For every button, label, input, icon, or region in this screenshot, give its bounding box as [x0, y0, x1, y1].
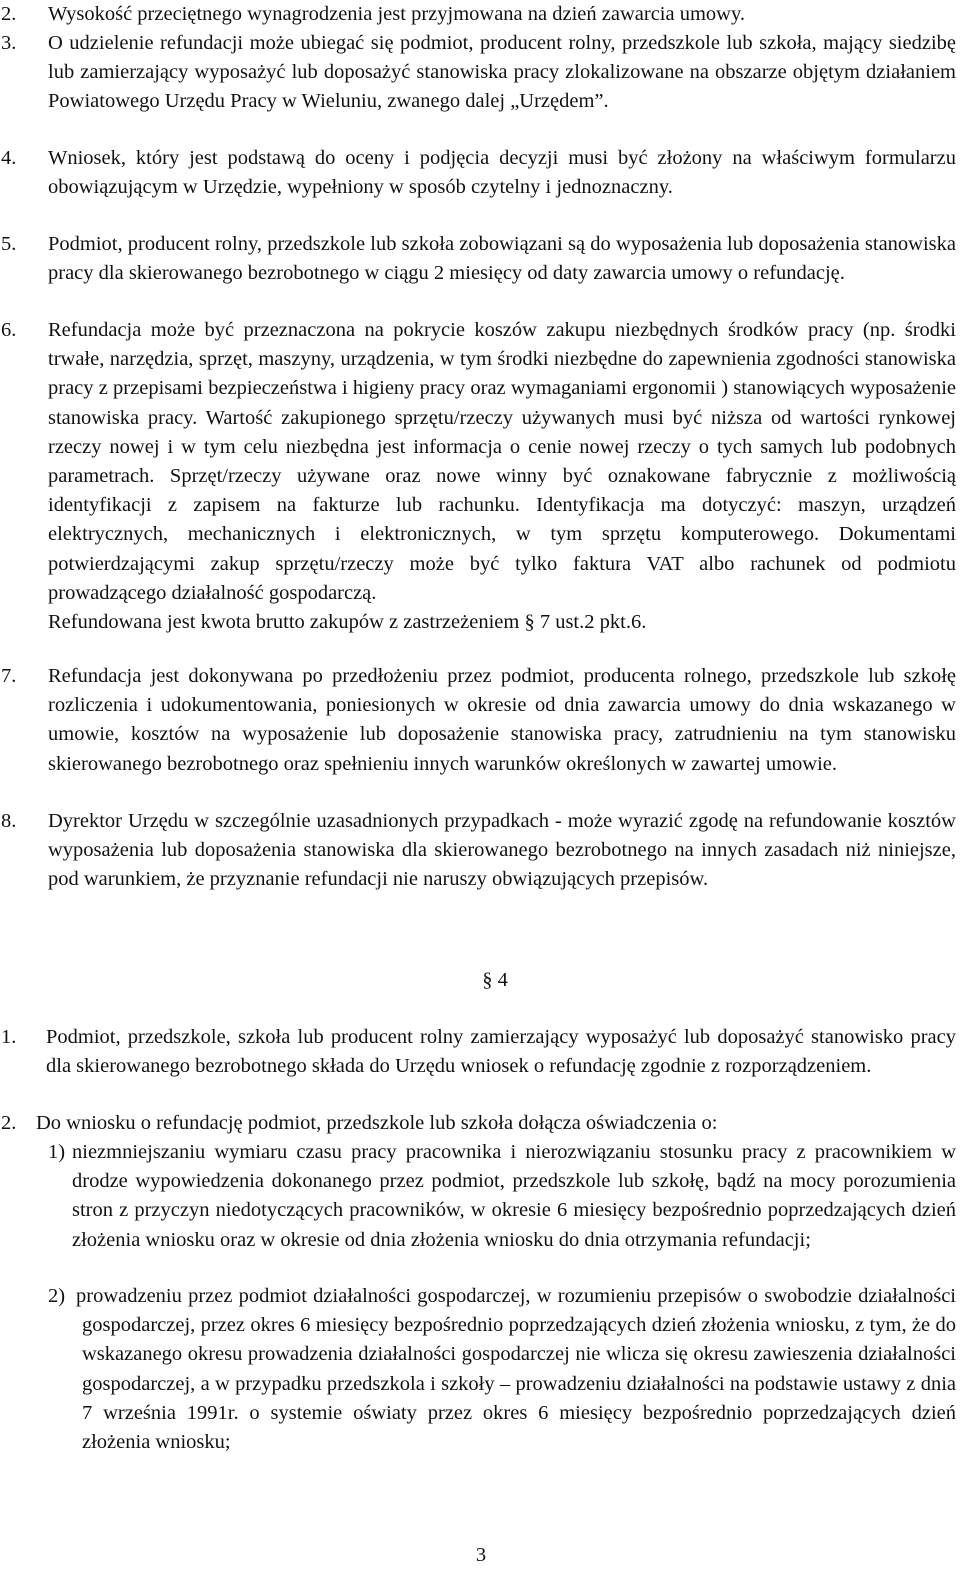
list-text: Wniosek, który jest podstawą do oceny i podjęcia decyzji musi być złożony na właściwym formularzu obowiązującym w Urzędzie, wypełniony w sposób czytelny i jednoznaczny. — [48, 147, 956, 199]
list-text: Podmiot, producent rolny, przedszkole lub szkoła zobowiązani są do wyposażenia lub doposażenia stanowiska pracy dla skierowanego bezrobotnego w ciągu 2 miesięcy od daty zawarcia umowy o refundację. — [48, 233, 956, 285]
list-text: Dyrektor Urzędu w szczególnie uzasadnionych przypadkach - może wyrazić zgodę na refundowanie kosztów wyposażenia lub doposażenia stanowiska dla skierowanego bezrobotnego na innych zasadach niż niniejsze, pod warunkiem, że przyznanie refundacji nie naruszy obwiązujących przepisów. — [48, 810, 956, 891]
list-number: 2. — [1, 1112, 17, 1134]
list-number: 5. — [1, 233, 17, 255]
list-text: Do wniosku o refundację podmiot, przedszkole lub szkoła dołącza oświadczenia o: — [36, 1112, 718, 1134]
list-item-2 — [0, 0, 956, 29]
sub-item-1 — [0, 1138, 956, 1255]
sub-list-text — [76, 1282, 956, 1457]
sub-list-text-content: prowadzeniu przez podmiot działalności gospodarczej, w rozumieniu przepisów o swobodzie działalności gospodarczej, przez okres 6 miesięcy bezpośrednio poprzedzających dzień złożenia wniosku, z tym, że do wskazanego okresu prowadzenia działalności gospodarczej nie wlicza się okresu zawieszenia działalności gospodarczej, a w przypadku przedszkola i szkoły – prowadzeniu działalności na podstawie ustawy z dnia 7 września 1991r. o systemie oświaty przez okres 6 miesięcy bezpośrednio poprzedzających dzień złożenia wniosku; — [76, 1285, 956, 1454]
list-item-7 — [0, 662, 956, 779]
list-item-4 — [0, 144, 956, 202]
list-number: 3. — [1, 32, 17, 54]
list-text-end: Refundowana jest kwota brutto zakupów z zastrzeżeniem § 7 ust.2 pkt.6. — [48, 611, 647, 634]
sub-list-text-content: niezmniejszaniu wymiaru czasu pracy pracownika i nierozwiązaniu stosunku pracy z pracownikiem w drodze wypowiedzenia dokonanego przez podmiot, przedszkole lub szkołę, bądź na mocy porozumienia stron z przyczyn niedotyczących pracowników, w okresie 6 miesięcy bezpośrednio poprzedzających dzień złożenia wniosku oraz w okresie od dnia złożenia wniosku do dnia otrzymania refundacji; — [72, 1141, 956, 1251]
sub-list-number: 1) — [48, 1141, 66, 1163]
page-number: 3 — [475, 1544, 487, 1566]
list-text: Wysokość przeciętnego wynagrodzenia jest przyjmowana na dzień zawarcia umowy. — [48, 3, 745, 25]
list-item-6 — [0, 316, 956, 637]
sub-item-2 — [0, 1282, 956, 1457]
list-text: Podmiot, przedszkole, szkoła lub producent rolny zamierzający wyposażyć lub doposażyć stanowisko pracy dla skierowanego bezrobotnego składa do Urzędu wniosek o refundację zgodnie z rozporządzeniem. — [46, 1026, 956, 1078]
list-text-main: Refundacja może być przeznaczona na pokrycie koszów zakupu niezbędnych środków pracy (np. środki trwałe, narzędzia, sprzęt, maszyny, urządzenia, w tym środki niezbędne do zapewnienia zgodności stanowiska pracy z przepisami bezpieczeństwa i higieny pracy oraz wymaganiami ergonomii ) stanowiących wyposażenie stanowiska pracy. Wartość zakupionego sprzętu/rzeczy używanych musi być niższa od wartości rynkowej rzeczy nowej i w tym celu niezbędna jest informacja o cenie nowej rzeczy o tych samych lub podobnych parametrach. Sprzęt/rzeczy używane oraz nowe winny być oznakowane fabrycznie z możliwością identyfikacji z zapisem na fakturze lub rachunku. Identyfikacja ma dotyczyć: maszyn, urządzeń elektrycznych, mechanicznych i elektronicznych, w tym sprzętu komputerowego. Dokumentami potwierdzającymi zakup sprzętu/rzeczy może być tylko faktura VAT albo rachunek od podmiotu prowadzącego działalność gospodarczą. — [48, 319, 956, 604]
list-number: 4. — [1, 147, 17, 169]
section-item-2 — [0, 1109, 956, 1138]
sub-list-number: 2) — [48, 1285, 66, 1307]
list-text: Refundacja jest dokonywana po przedłożeniu przez podmiot, producenta rolnego, przedszkole lub szkołę rozliczenia i udokumentowania, poniesionych w okresie od dnia zawarcia umowy do dnia wskazanego w umowie, kosztów na wyposażenie lub doposażenie stanowiska pracy, zatrudnieniu na tym stanowisku skierowanego bezrobotnego oraz spełnieniu innych warunków określonych w zawartej umowie. — [48, 665, 956, 775]
list-text: O udzielenie refundacji może ubiegać się podmiot, producent rolny, przedszkole lub szkoła, mający siedzibę lub zamierzający wyposażyć lub doposażyć stanowiska pracy zlokalizowane na obszarze objętym działaniem Powiatowego Urzędu Pracy w Wieluniu, zwanego dalej „Urzędem”. — [48, 32, 956, 113]
list-number: 7. — [1, 665, 17, 687]
sub-list-text — [72, 1138, 956, 1255]
list-item-8 — [0, 807, 956, 895]
list-text — [48, 316, 956, 637]
list-item-3 — [0, 29, 956, 117]
list-item-5 — [0, 230, 956, 288]
list-number: 2. — [1, 3, 17, 25]
section-heading: § 4 — [482, 969, 508, 991]
list-number: 1. — [1, 1026, 17, 1048]
section-item-1 — [0, 1023, 956, 1081]
list-number: 6. — [1, 319, 17, 341]
list-number: 8. — [1, 810, 17, 832]
